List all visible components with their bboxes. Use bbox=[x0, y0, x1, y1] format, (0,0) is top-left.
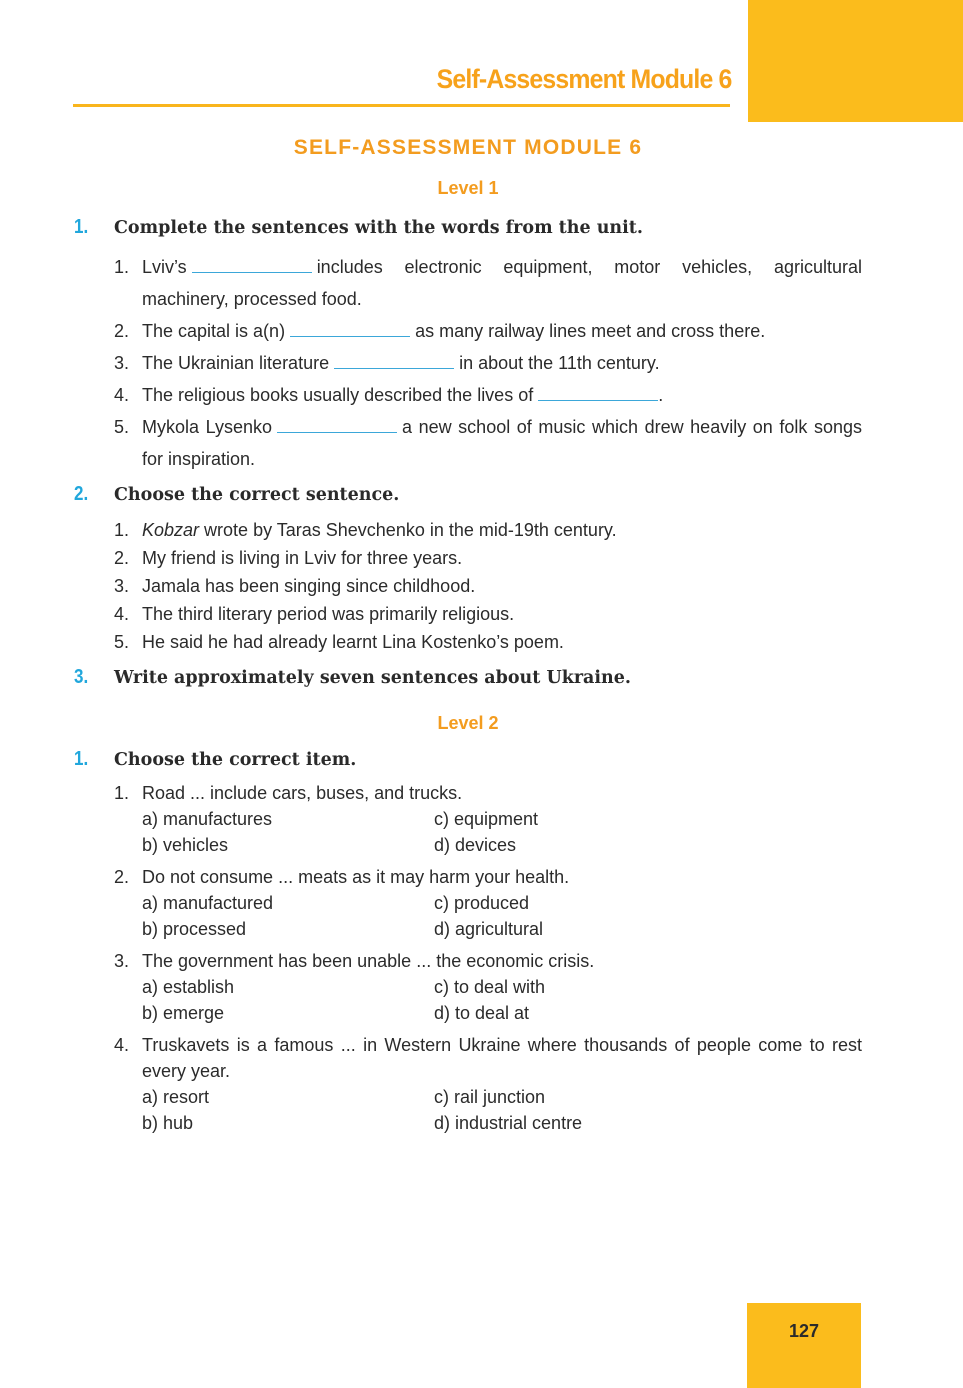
answer-option-a[interactable]: a) manufactured bbox=[142, 893, 274, 913]
question-number: 3. bbox=[114, 951, 130, 971]
item-text: My friend is living in Lviv for three years. bbox=[142, 548, 463, 568]
item-italic-title: Kobzar bbox=[142, 520, 200, 540]
item-text-before: The capital is a(n) bbox=[142, 321, 286, 341]
task-number: 1. bbox=[74, 748, 89, 770]
question bbox=[114, 780, 862, 806]
answer-option-d[interactable]: d) industrial centre bbox=[434, 1113, 583, 1133]
answer-option-c[interactable]: c) equipment bbox=[434, 809, 539, 829]
task-number: 1. bbox=[74, 216, 89, 238]
answer-option-a[interactable]: a) establish bbox=[142, 977, 235, 997]
answer-option-b[interactable]: b) hub bbox=[142, 1113, 194, 1133]
answer-blank[interactable] bbox=[277, 418, 397, 433]
header-divider bbox=[73, 104, 730, 107]
answer-option-b[interactable]: b) emerge bbox=[142, 1003, 225, 1023]
item-text-after: as many railway lines meet and cross there. bbox=[415, 321, 766, 341]
question bbox=[114, 864, 862, 890]
answer-blank[interactable] bbox=[334, 354, 454, 369]
item-number: 3. bbox=[114, 576, 130, 596]
header-corner-block bbox=[748, 0, 963, 122]
question-block bbox=[114, 1032, 862, 1136]
item-number: 2. bbox=[114, 548, 130, 568]
item-text-after: a new school of music which drew heavily on folk songs for inspiration. bbox=[142, 417, 863, 469]
answer-option-a[interactable]: a) resort bbox=[142, 1087, 210, 1107]
answer-option-d[interactable]: d) to deal at bbox=[434, 1003, 530, 1023]
answer-option-c[interactable]: c) to deal with bbox=[434, 977, 546, 997]
level-1-title: Level 1 bbox=[437, 178, 499, 198]
answer-option-a[interactable]: a) manufactures bbox=[142, 809, 273, 829]
question bbox=[114, 1032, 862, 1084]
answer-blank[interactable] bbox=[290, 322, 410, 337]
task-instruction: Complete the sentences with the words from the unit. bbox=[114, 218, 643, 238]
answer-blank[interactable] bbox=[538, 386, 658, 401]
item-text: The third literary period was primarily religious. bbox=[142, 604, 515, 624]
page-number: 127 bbox=[788, 1321, 820, 1341]
question-number: 1. bbox=[114, 783, 130, 803]
item-number: 1. bbox=[114, 257, 130, 277]
item-text-after: includes electronic equipment, motor vehicles, agricultural machinery, processed food. bbox=[142, 257, 862, 309]
question-text: Do not consume ... meats as it may harm your health. bbox=[142, 867, 570, 887]
answer-option-c[interactable]: c) rail junction bbox=[434, 1087, 546, 1107]
answer-blank[interactable] bbox=[192, 258, 312, 273]
item-text-before: The religious books usually described the lives of bbox=[142, 385, 534, 405]
question-number: 2. bbox=[114, 867, 130, 887]
answer-options bbox=[142, 974, 862, 1026]
item-text-before: Lviv’s bbox=[142, 257, 187, 277]
task-instruction: Choose the correct sentence. bbox=[114, 485, 400, 505]
item-number: 3. bbox=[114, 353, 130, 373]
answer-options bbox=[142, 890, 862, 942]
answer-option-d[interactable]: d) agricultural bbox=[434, 919, 544, 939]
answer-options bbox=[142, 806, 862, 858]
running-header-title: Self-Assessment Module 6 bbox=[437, 64, 732, 94]
question-number: 4. bbox=[114, 1035, 130, 1055]
item-text-before: Mykola Lysenko bbox=[142, 417, 272, 437]
multiple-choice-list bbox=[114, 780, 862, 1136]
answer-options bbox=[142, 1084, 862, 1136]
question-block bbox=[114, 948, 862, 1026]
task-number: 2. bbox=[74, 483, 89, 505]
item-text: Jamala has been singing since childhood. bbox=[142, 576, 476, 596]
item-number: 5. bbox=[114, 417, 130, 437]
answer-option-d[interactable]: d) devices bbox=[434, 835, 517, 855]
answer-option-b[interactable]: b) processed bbox=[142, 919, 247, 939]
item-number: 2. bbox=[114, 321, 130, 341]
item-number: 1. bbox=[114, 520, 130, 540]
question-block bbox=[114, 780, 862, 858]
item-text-after: in about the 11th century. bbox=[459, 353, 660, 373]
question-text: The government has been unable ... the economic crisis. bbox=[142, 951, 595, 971]
question-text: Truskavets is a famous ... in Western Ukraine where thousands of people come to rest every year. bbox=[142, 1035, 862, 1081]
item-text: He said he had already learnt Lina Kostenko’s poem. bbox=[142, 632, 564, 652]
task-instruction: Write approximately seven sentences about Ukraine. bbox=[114, 668, 631, 688]
item-text: wrote by Taras Shevchenko in the mid-19th century. bbox=[199, 520, 617, 540]
item-text-before: The Ukrainian literature bbox=[142, 353, 330, 373]
question-block bbox=[114, 864, 862, 942]
question-text: Road ... include cars, buses, and trucks. bbox=[142, 783, 463, 803]
task-instruction: Choose the correct item. bbox=[114, 750, 357, 770]
item-text-after: . bbox=[658, 385, 664, 405]
task-number: 3. bbox=[74, 666, 89, 688]
level-2-title: Level 2 bbox=[437, 713, 499, 733]
question bbox=[114, 948, 862, 974]
item-number: 4. bbox=[114, 604, 130, 624]
page-number-box bbox=[747, 1303, 861, 1388]
item-number: 5. bbox=[114, 632, 130, 652]
module-title: SELF-ASSESSMENT MODULE 6 bbox=[293, 136, 643, 159]
item-number: 4. bbox=[114, 385, 130, 405]
answer-option-b[interactable]: b) vehicles bbox=[142, 835, 229, 855]
answer-option-c[interactable]: c) produced bbox=[434, 893, 530, 913]
